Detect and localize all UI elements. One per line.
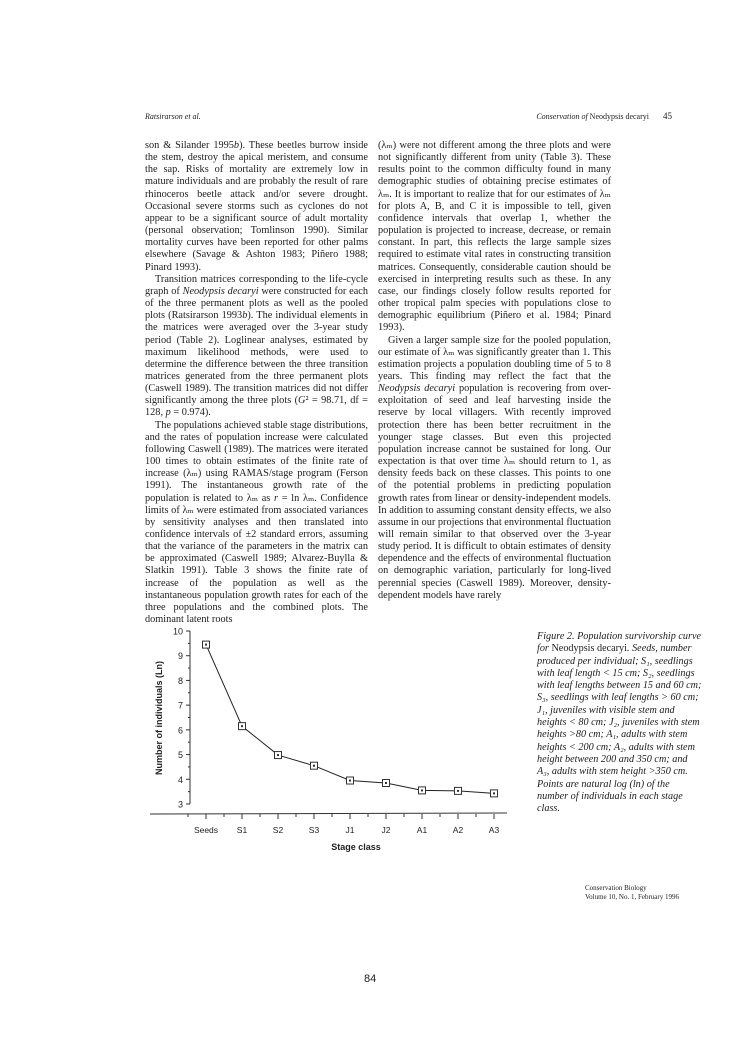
journal-page-number: 45	[663, 111, 672, 121]
left-column	[145, 140, 368, 626]
paragraph	[145, 140, 368, 274]
paragraph	[378, 140, 611, 335]
text-run: ² = 98.71, df = 128,	[145, 395, 368, 419]
x-tick-label: S2	[272, 825, 284, 835]
y-tick-label: 6	[177, 725, 183, 736]
italic-text: r	[274, 492, 279, 504]
italic-text: p	[165, 407, 171, 419]
data-point-dot	[313, 765, 315, 767]
x-tick-label: J1	[345, 825, 355, 835]
y-tick-label: 7	[177, 700, 183, 711]
right-column	[378, 140, 611, 602]
caption-body: . Seeds, number produced per individual; S₁, seedlings with leaf length < 15 cm; S₂, seedlings with leaf lengths between 15 and 60 cm; S₃, seedlings with leaf lengths > 60 cm; J₁, juveniles with visible stem and heights < 80 cm; J₂, juveniles with stem heights >80 cm; A₁, adults with stem heights < 200 cm; A₂, adults with stem height between 200 and 350 cm; and A₃, adults with stem height >350 cm. Points are natural log (ln) of the number of individuals in each stage class.	[537, 643, 702, 815]
italic-text: Neodypsis decaryi	[378, 383, 456, 395]
text-run: population is recovering from over-exploitation of seed and leaf harvesting inside the reserve by local villagers. With recently improved protection there has been better recruitment in the younger stage classes. But even this projected population increase cannot be sustained for long. Our expectation is that over time λₘ should return to 1, as density feeds back on these classes. This points to one of the potential problems in predicting population growth rates from linear or density-independent models. In addition to assuming constant density effects, we also assume in our projections that environmental fluctuation will remain similar to that observed over the 3-year study period. It is difficult to obtain estimates of density dependence and the effects of environmental fluctuation on demographic variation, particularly for long-lived perennial species (Caswell 1989). Moreover, density-dependent models have rarely	[378, 383, 611, 601]
italic-text: Neodypsis decaryi	[182, 285, 259, 297]
data-point-dot	[493, 792, 495, 794]
italic-text: G	[298, 395, 306, 407]
x-tick-label: J2	[381, 825, 391, 835]
x-tick-label: S3	[308, 825, 320, 835]
data-point-dot	[457, 790, 459, 792]
survivorship-chart	[140, 620, 520, 860]
running-head-prefix: Conservation of	[536, 112, 590, 121]
paragraph	[378, 335, 611, 602]
italic-text: b	[242, 310, 248, 322]
paragraph	[145, 274, 368, 420]
x-axis	[150, 813, 507, 814]
text-run: (λₘ) were not different among the three plots and were not significantly different from unity (Table 3). These results point to the common difficulty found in many demographic studies of obtaining precise estimates of λₘ. It is important to realize that for our estimates of λₘ for plots A, B, and C it is impossible to tell, given confidence intervals that overlap 1, whether the population is projected to increase, decrease, or remain constant. In part, this reflects the large sample sizes required to estimate vital rates in constructing transition matrices. Consequently, considerable caution should be exercised in interpreting results such as these. In any case, our findings closely follow results reported for other tropical palm species with populations close to demographic equilibrium (Piñero et al. 1984; Pinard 1993).	[378, 140, 611, 334]
running-head-species: Neodypsis decaryi	[589, 112, 649, 121]
x-tick-label: A3	[488, 825, 500, 835]
x-tick-label: Seeds	[193, 825, 219, 835]
text-run: were constructed for each of the three permanent plots as well as the pooled plots (Ratsirarson 1993	[145, 285, 368, 322]
y-tick-label: 4	[177, 774, 183, 785]
text-run: = ln λₘ. Confidence limits of λₘ were estimated from associated variances by sensitivity analyses and then translated into confidence intervals of ±2 standard errors, assuming that the variance of the parameters in the matrix can be approximated (Caswell 1989; Alvarez-Buylla & Slatkin 1991). Table 3 shows the finite rate of increase of the population as well as the instantaneous population growth rates for each of the three populations and the combined plots. The dominant latent roots	[145, 492, 368, 626]
data-point-dot	[205, 644, 207, 646]
text-run: Given a larger sample size for the pooled population, our estimate of λₘ was significantly greater than 1. This estimation projects a population doubling time of 5 to 8 years. This finding may reflect the fact that the	[378, 334, 611, 382]
y-tick-label: 5	[177, 750, 183, 761]
x-tick-label: A1	[416, 825, 428, 835]
data-point-dot	[277, 754, 279, 756]
y-tick-label: 10	[172, 626, 183, 637]
scan-page-number: 84	[364, 973, 377, 985]
text-run: = 0.974).	[170, 407, 211, 419]
text-run: ). These beetles burrow inside the stem, destroy the apical meristem, and consume the sap. Risks of mortality are extremely low in mature individuals and are probably the result of rare rhinoceros beetle attack and/or severe drought. Occasional severe storms such as cyclones do not appear to be a significant source of adult mortality (personal observation; Tomlinson 1990). Similar mortality curves have been reported for other palms elsewhere (Savage & Ashton 1983; Piñero 1988; Pinard 1993).	[145, 140, 368, 273]
running-head-authors: Ratsirarson et al.	[145, 112, 201, 121]
data-point-dot	[421, 789, 423, 791]
caption-lead: Figure 2. Population survivorship curve for	[537, 631, 702, 655]
y-axis-label: Number of individuals (Ln)	[154, 661, 164, 775]
data-point-dot	[241, 725, 243, 727]
x-axis-label: Stage class	[331, 842, 381, 852]
text-run: ). The individual elements in the matrices were averaged over the 3-year study period (Table 2). Loglinear analyses, estimated by maximum likelihood methods, were used to determine the difference between the three transition matrices generated from the three permanent plots (Caswell 1989). The transition matrices did not differ significantly among the three plots (	[145, 310, 368, 407]
survivorship-line	[206, 645, 494, 794]
figure-caption	[537, 631, 702, 815]
y-tick-label: 8	[177, 675, 183, 686]
running-head-title	[536, 112, 649, 121]
data-point-dot	[349, 780, 351, 782]
journal-footer	[585, 884, 679, 902]
running-head-right	[536, 111, 672, 121]
text-run: son & Silander 1995	[145, 140, 234, 151]
journal-issue: Volume 10, No. 1, February 1996	[585, 893, 679, 901]
italic-text: b	[233, 140, 240, 151]
paragraph	[145, 420, 368, 627]
y-tick-label: 3	[177, 799, 183, 810]
journal-name: Conservation Biology	[585, 884, 647, 892]
x-tick-label: A2	[452, 825, 464, 835]
text-run: The populations achieved stable stage distributions, and the rates of population increase were calculated following Caswell (1989). The matrices were iterated 100 times to obtain estimates of the finite rate of increase (λₘ) using RAMAS/stage program (Ferson 1991). The instantaneous growth rate of the population is related to λₘ as	[145, 419, 368, 504]
text-run: Transition matrices corresponding to the life-cycle graph of	[145, 273, 368, 297]
y-tick-label: 9	[177, 651, 183, 662]
caption-species: Neodypsis decaryi	[551, 643, 627, 655]
x-tick-label: S1	[236, 825, 248, 835]
data-point-dot	[385, 782, 387, 784]
